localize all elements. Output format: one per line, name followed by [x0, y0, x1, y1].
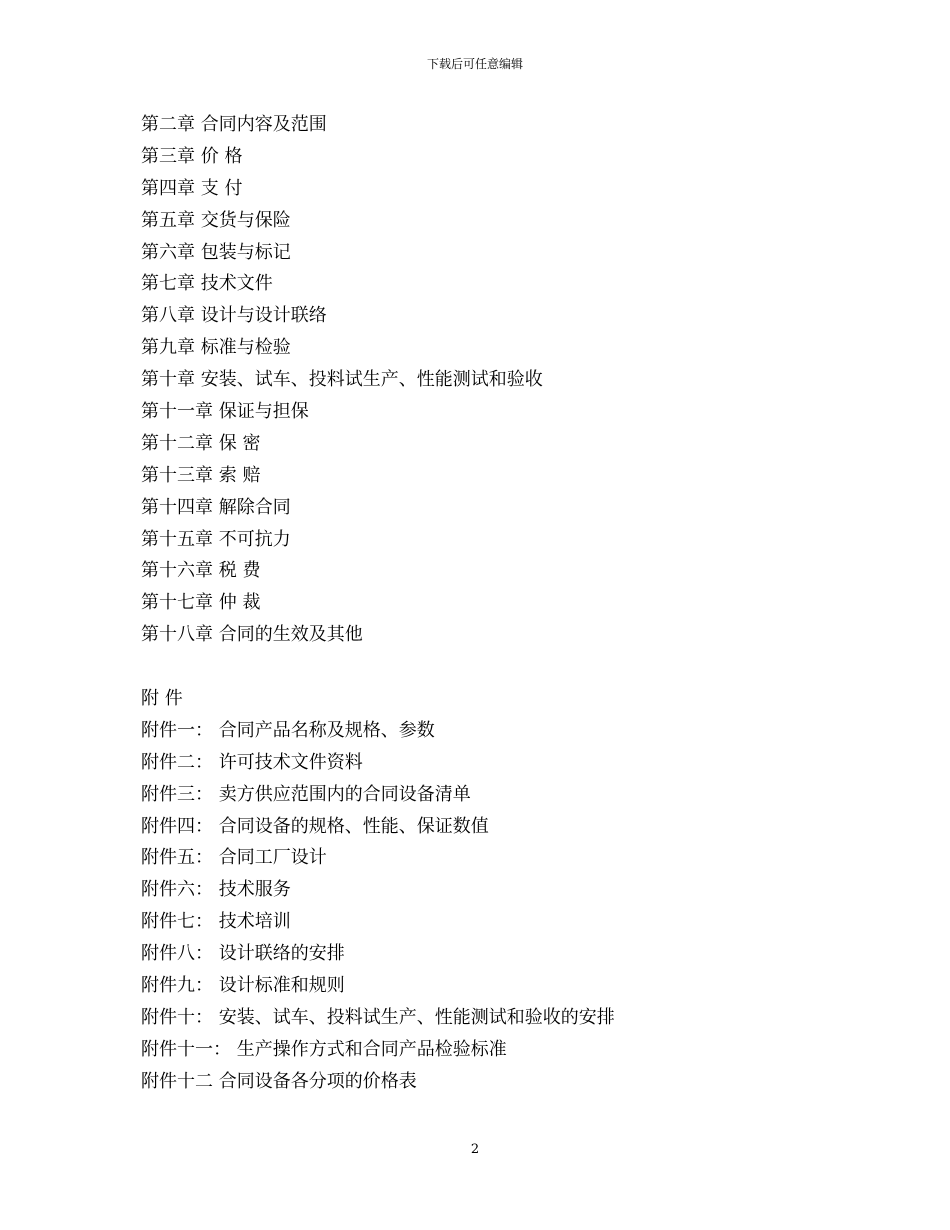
- appendix-list: [141, 715, 841, 1098]
- appendix-item: 附件五： 合同工厂设计: [141, 847, 327, 869]
- appendix-item: 附件二： 许可技术文件资料: [141, 751, 363, 773]
- chapter-item: 第七章 技术文件: [141, 273, 273, 295]
- appendix-item: 附件八： 设计联络的安排: [141, 943, 345, 965]
- chapter-list: [141, 109, 841, 651]
- chapter-item: 第十章 安装、试车、投料试生产、性能测试和验收: [141, 369, 543, 391]
- appendix-item: 附件十二 合同设备各分项的价格表: [141, 1070, 417, 1092]
- chapter-item: 第十七章 仲 裁: [141, 592, 261, 614]
- chapter-item: 第十五章 不可抗力: [141, 528, 291, 550]
- appendix-item: 附件九： 设计标准和规则: [141, 975, 345, 997]
- appendix-item: 附件十： 安装、试车、投料试生产、性能测试和验收的安排: [141, 1006, 615, 1028]
- chapter-item: 第十四章 解除合同: [141, 496, 291, 518]
- chapter-item: 第十八章 合同的生效及其他: [141, 624, 363, 646]
- chapter-item: 第五章 交货与保险: [141, 209, 291, 231]
- appendix-title: 附 件: [141, 688, 183, 710]
- chapter-item: 第二章 合同内容及范围: [141, 114, 327, 135]
- chapter-item: 第四章 支 付: [141, 177, 243, 199]
- page-number: 2: [470, 1142, 480, 1157]
- appendix-item: 附件四： 合同设备的规格、性能、保证数值: [141, 815, 489, 837]
- appendix-item: 附件七： 技术培训: [141, 911, 291, 933]
- chapter-item: 第三章 价 格: [141, 145, 243, 167]
- appendix-item: 附件三： 卖方供应范围内的合同设备清单: [141, 783, 471, 805]
- table-of-contents: [141, 109, 841, 1098]
- appendix-item: 附件十一： 生产操作方式和合同产品检验标准: [141, 1038, 507, 1060]
- blank-line: [141, 651, 841, 683]
- appendix-item: 附件六： 技术服务: [141, 879, 291, 901]
- chapter-item: 第八章 设计与设计联络: [141, 305, 327, 327]
- chapter-item: 第十一章 保证与担保: [141, 401, 309, 423]
- chapter-item: 第十二章 保 密: [141, 432, 261, 454]
- chapter-item: 第十六章 税 费: [141, 560, 261, 582]
- chapter-item: 第六章 包装与标记: [141, 241, 291, 263]
- chapter-item: 第十三章 索 赔: [141, 464, 261, 486]
- chapter-item: 第九章 标准与检验: [141, 337, 291, 359]
- appendix-item: 附件一： 合同产品名称及规格、参数: [141, 719, 435, 741]
- page-header: 下载后可任意编辑: [426, 57, 523, 71]
